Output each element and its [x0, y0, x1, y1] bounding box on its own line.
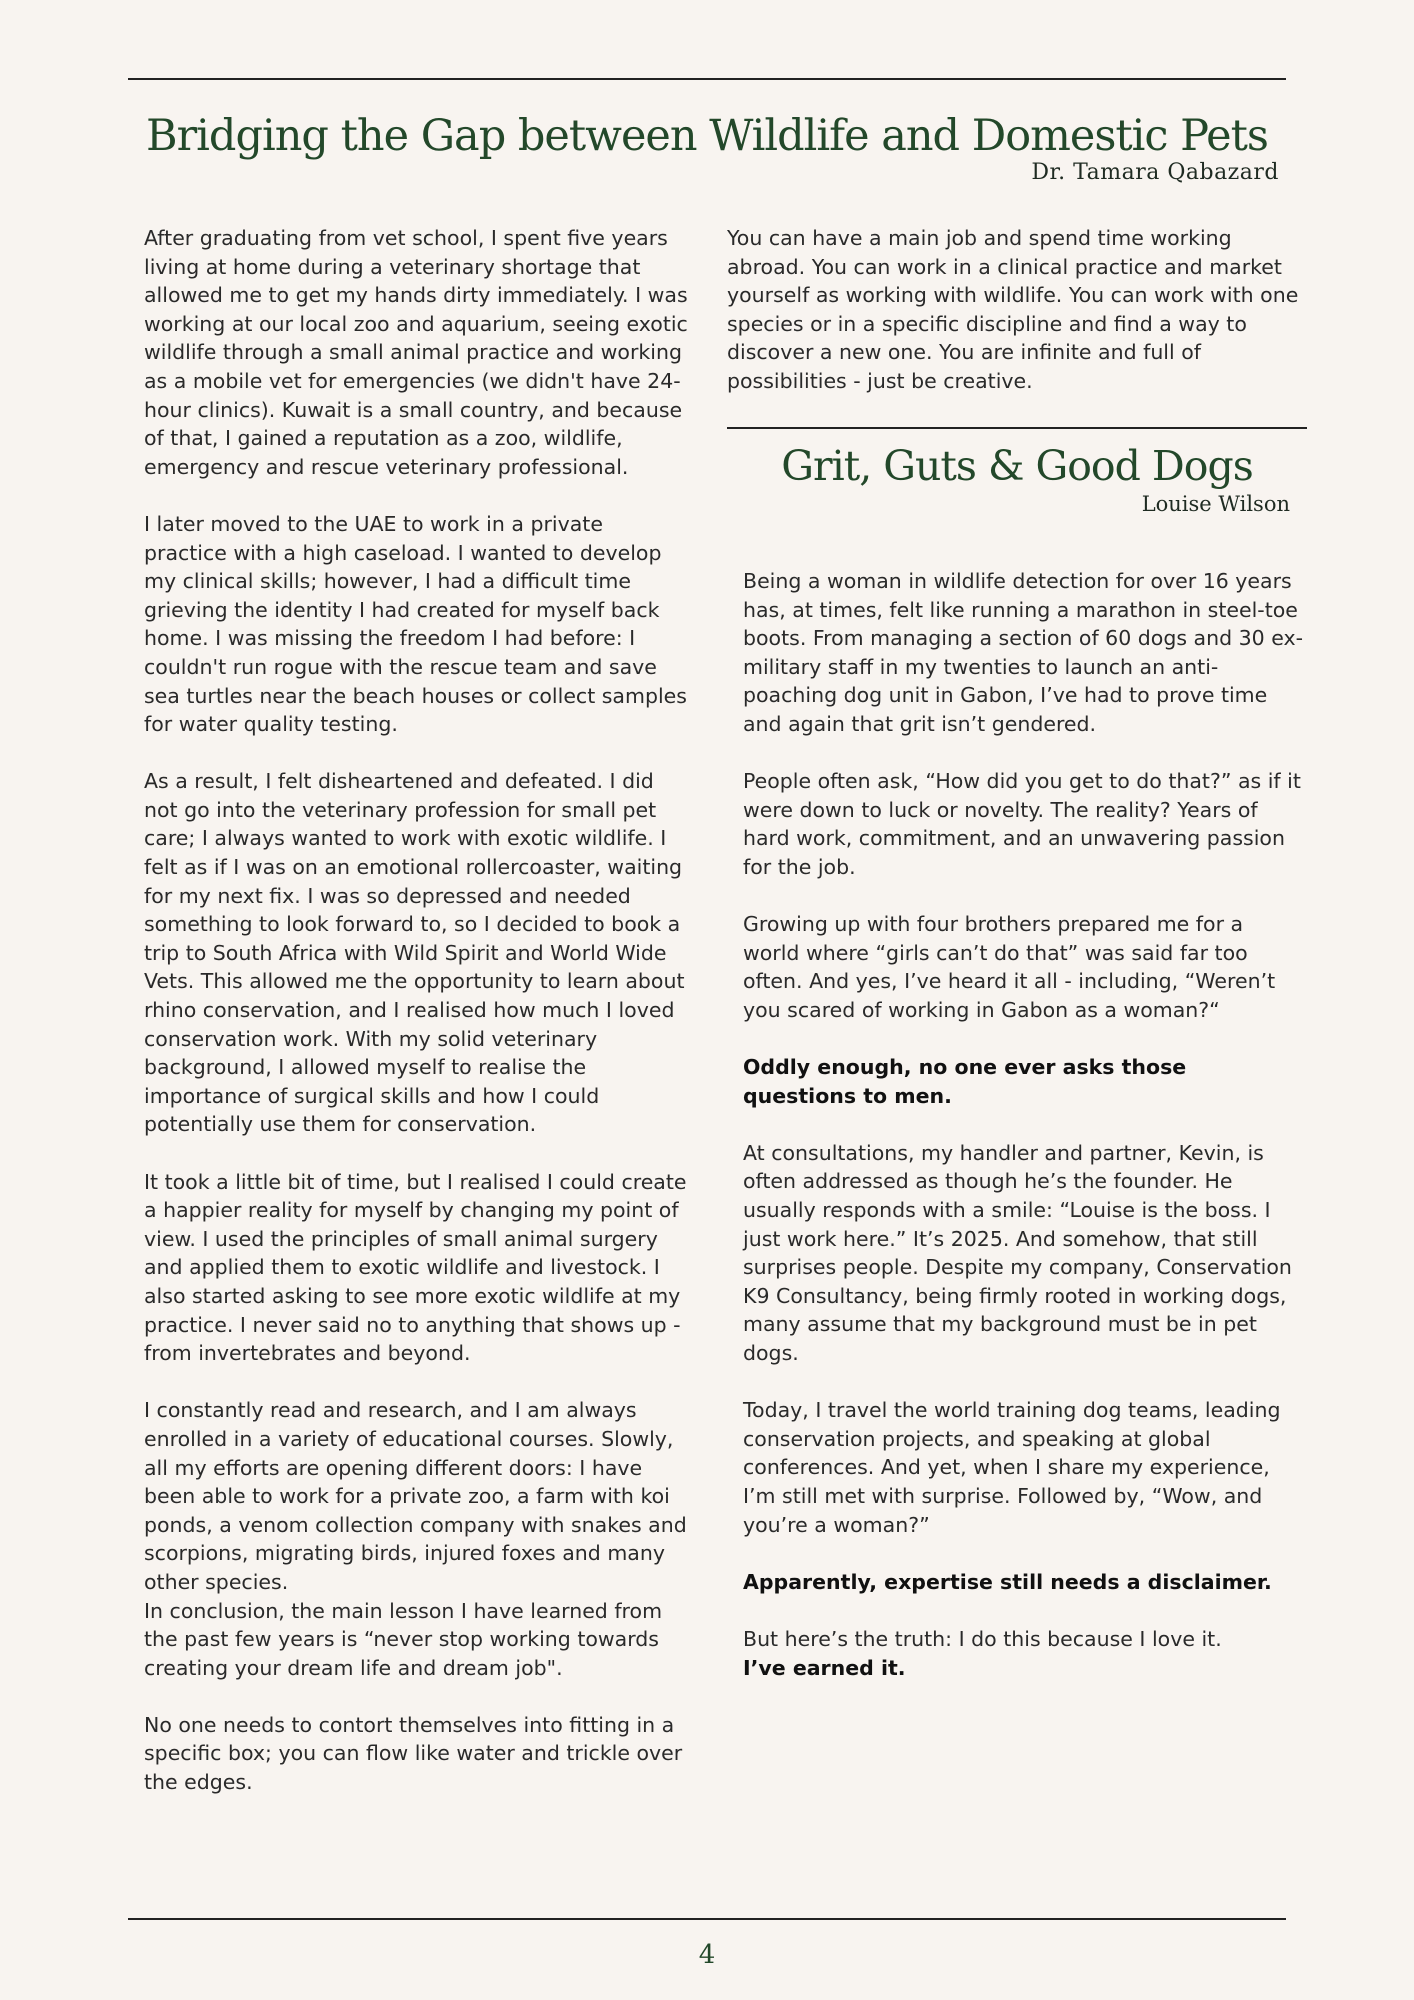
article-author: Dr. Tamara Qabazard	[1031, 160, 1279, 185]
paragraph: But here’s the truth: I do this because I love it.	[743, 1626, 1222, 1651]
paragraph: As a result, I felt disheartened and defeated. I did not go into the veterinary profession for small pet care; I always wanted to work with exotic wildlife. I felt as if I was on an emotional rollercoaster, waiting for my next fix. I was so depressed and needed something to look forward to, so I decided to book a trip to South Africa with Wild Spirit and World Wide Vets. This allowed me the opportunity to learn about rhino conservation, and I realised how much I loved conservation work. With my solid veterinary background, I allowed myself to realise the importance of surgical skills and how I could potentially use them for conservation.	[144, 769, 685, 1137]
paragraph: Today, I travel the world training dog teams, leading conservation projects, and speaking at global conferences. And yet, when I share my experience, I’m still met with surprise. Followed by, “Wow, and you’re a woman?”	[743, 1398, 1281, 1537]
paragraph: It took a little bit of time, but I realised I could create a happier reality for myself by changing my point of view. I used the principles of small animal surgery and applied them to exotic wildlife and livestock. I also started asking to see more exotic wildlife at my practice. I never said no to anything that shows up - from invertebrates and beyond.	[144, 1169, 687, 1366]
paragraph: People often ask, “How did you get to do that?” as if it were down to luck or novelty. The reality? Years of hard work, commitment, and an unwavering passion for the job.	[743, 769, 1301, 879]
paragraph: Being a woman in wildlife detection for over 16 years has, at times, felt like running a marathon in steel-toe boots. From managing a section of 60 dogs and 30 ex-military staff in my twenties to launch an anti-poaching dog unit in Gabon, I’ve had to prove time and again that grit isn’t gendered.	[743, 569, 1304, 736]
top-rule	[128, 78, 1286, 80]
paragraph: Growing up with four brothers prepared me for a world where “girls can’t do that” was said far too often. And yes, I’ve heard it all - including, “Weren’t you scared of working in Gabon as a woman?“	[743, 912, 1276, 1022]
article-right-column	[727, 224, 1312, 396]
section-divider	[727, 427, 1307, 429]
closing-line: I’ve earned it.	[743, 1655, 906, 1680]
paragraph: No one needs to contort themselves into fitting in a specific box; you can flow like water and trickle over the edges.	[144, 1712, 683, 1795]
paragraph: I constantly read and research, and I am always enrolled in a variety of educational courses. Slowly, all my efforts are opening different doors: I have been able to work for a private zoo, a farm with koi ponds, a venom collection company with snakes and scorpions, migrating birds, injured foxes and many other species.	[144, 1398, 687, 1594]
pull-quote: Apparently, expertise still needs a disclaimer.	[743, 1569, 1272, 1594]
article-left-column	[144, 224, 692, 1797]
article-author: Louise Wilson	[1141, 492, 1290, 516]
article-title: Grit, Guts & Good Dogs	[781, 442, 1253, 490]
paragraph: In conclusion, the main lesson I have learned from the past few years is “never stop working towards creating your dream life and dream job".	[144, 1598, 663, 1680]
paragraph: After graduating from vet school, I spent five years living at home during a veterinary shortage that allowed me to get my hands dirty immediately. I was working at our local zoo and aquarium, seeing exotic wildlife through a small animal practice and working as a mobile vet for emergencies (we didn't have 24-hour clinics). Kuwait is a small country, and because of that, I gained a reputation as a zoo, wildlife, emergency and rescue veterinary professional.	[144, 226, 688, 479]
article-title: Bridging the Gap between Wildlife and Domestic Pets	[146, 111, 1268, 161]
paragraph: I later moved to the UAE to work in a private practice with a high caseload. I wanted to develop my clinical skills; however, I had a difficult time grieving the identity I had created for myself back home. I was missing the freedom I had before: I couldn't run rogue with the rescue team and save sea turtles near the beach houses or collect samples for water quality testing.	[144, 511, 687, 737]
page-number: 4	[698, 1940, 716, 1970]
pull-quote: Oddly enough, no one ever asks those questions to men.	[743, 1055, 1187, 1108]
article-body	[743, 567, 1303, 1682]
paragraph: You can have a main job and spend time working abroad. You can work in a clinical practice and market yourself as working with wildlife. You can work with one species or in a specific discipline and find a way to discover a new one. You are infinite and full of possibilities - just be creative.	[727, 226, 1299, 393]
bottom-rule	[128, 1918, 1286, 1920]
paragraph: At consultations, my handler and partner, Kevin, is often addressed as though he’s the founder. He usually responds with a smile: “Louise is the boss. I just work here.” It’s 2025. And somehow, that still surprises people. Despite my company, Conservation K9 Consultancy, being firmly rooted in working dogs, many assume that my background must be in pet dogs.	[743, 1140, 1292, 1366]
